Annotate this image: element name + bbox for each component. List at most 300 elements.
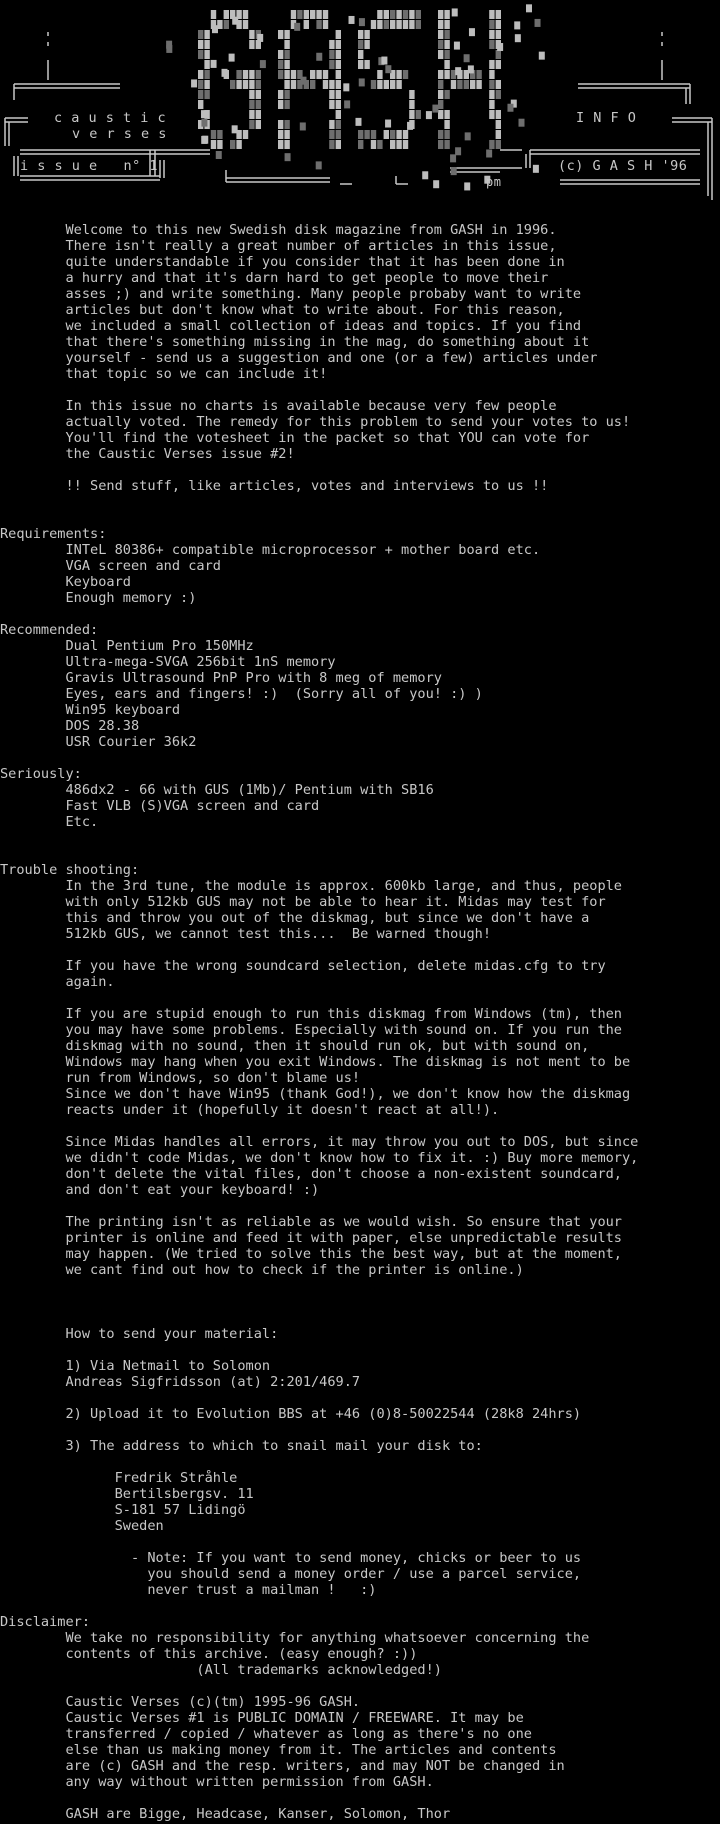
logo-block — [243, 70, 248, 79]
text-line — [0, 510, 720, 526]
logo-block — [358, 130, 363, 139]
logo-block — [284, 100, 289, 109]
text-line — [0, 942, 720, 958]
text-line: (All trademarks acknowledged!) — [0, 1662, 442, 1678]
logo-block — [358, 50, 363, 59]
logo-fragment — [497, 43, 503, 51]
logo-block — [198, 100, 203, 109]
logo-block — [444, 130, 449, 139]
logo-block — [444, 70, 449, 79]
logo-block — [329, 130, 334, 139]
logo-block — [336, 120, 341, 129]
text-line — [0, 1678, 720, 1694]
text-line: you may have some problems. Especially with sound on. If you run the — [0, 1022, 622, 1038]
logo-fragment — [359, 18, 365, 26]
text-line: reacts under it (hopefully it doesn't react at all!). — [0, 1102, 500, 1118]
logo-block — [489, 80, 494, 89]
logo-block — [256, 90, 261, 99]
text-line: The printing isn't as reliable as we would wish. So ensure that your — [0, 1214, 622, 1230]
text-line: Welcome to this new Swedish disk magazine from GASH in 1996. — [0, 222, 557, 238]
text-line: Caustic Verses (c)(tm) 1995-96 GASH. — [0, 1694, 361, 1710]
logo-fragment — [407, 122, 413, 130]
logo-fragment — [422, 171, 428, 179]
logo-block — [211, 140, 216, 149]
logo-block — [496, 90, 501, 99]
logo-block — [236, 80, 241, 89]
logo-block — [371, 140, 376, 149]
logo-fragment — [465, 132, 471, 140]
text-line: you should send a money order / use a parcel service, — [0, 1566, 582, 1582]
text-line: GASH are Bigge, Headcase, Kanser, Solomon, Thor — [0, 1806, 451, 1822]
logo-block — [489, 10, 494, 19]
text-line: we included a small collection of ideas and topics. If you find — [0, 318, 582, 334]
logo-block — [444, 20, 449, 29]
logo-block — [444, 40, 449, 49]
text-line — [0, 1294, 720, 1310]
logo-fragment — [432, 105, 438, 113]
logo-block — [249, 120, 254, 129]
logo-block — [278, 50, 283, 59]
logo-block — [284, 70, 289, 79]
logo-block — [396, 140, 401, 149]
text-line: else than us making money from it. The articles and contents — [0, 1742, 557, 1758]
logo-fragment — [515, 34, 521, 42]
logo-block — [278, 70, 283, 79]
text-line: Fredrik Stråhle — [0, 1470, 238, 1486]
logo-block — [316, 70, 321, 79]
logo-block — [336, 110, 341, 119]
text-line: Andreas Sigfridsson (at) 2:201/469.7 — [0, 1374, 361, 1390]
logo-block — [329, 80, 334, 89]
logo-block — [329, 120, 334, 129]
text-line — [0, 846, 720, 862]
logo-block — [310, 10, 315, 19]
logo-block — [204, 80, 209, 89]
logo-block — [416, 110, 421, 119]
logo-block — [224, 10, 229, 19]
logo-block — [336, 50, 341, 59]
logo-block — [489, 140, 494, 149]
text-line: Caustic Verses #1 is PUBLIC DOMAIN / FREEWARE. It may be — [0, 1710, 524, 1726]
logo-fragment — [212, 25, 218, 33]
logo-block — [336, 100, 341, 109]
logo-block — [457, 80, 462, 89]
logo-block — [438, 10, 443, 19]
logo-block — [438, 130, 443, 139]
logo-block — [236, 140, 241, 149]
text-line — [0, 830, 720, 846]
text-line — [0, 382, 720, 398]
text-line: any way without written permission from GASH. — [0, 1774, 434, 1790]
logo-block — [304, 20, 309, 29]
text-line: USR Courier 36k2 — [0, 734, 197, 750]
logo-block — [377, 10, 382, 19]
logo-block — [204, 60, 209, 69]
logo-block — [358, 60, 363, 69]
logo-fragment — [455, 147, 461, 155]
text-line: We take no responsibility for anything whatsoever concerning the — [0, 1630, 590, 1646]
logo-block — [256, 120, 261, 129]
logo-block — [489, 40, 494, 49]
logo-block — [438, 40, 443, 49]
text-line — [0, 462, 720, 478]
text-line: articles but don't know what to write about. For this reason, — [0, 302, 565, 318]
text-line: this and throw you out of the diskmag, but since we don't have a — [0, 910, 590, 926]
text-line: Enough memory :) — [0, 590, 197, 606]
logo-fragment — [300, 122, 306, 130]
logo-block — [329, 100, 334, 109]
logo-block — [198, 70, 203, 79]
logo-block — [390, 130, 395, 139]
logo-block — [396, 10, 401, 19]
logo-fragment — [452, 8, 458, 16]
logo-block — [476, 80, 481, 89]
logo-fragment — [450, 154, 456, 162]
logo-block — [284, 130, 289, 139]
logo-fragment — [507, 104, 513, 112]
logo-block — [476, 70, 481, 79]
logo-fragment — [451, 167, 457, 175]
logo-block — [297, 10, 302, 19]
logo-block — [416, 10, 421, 19]
logo-fragment — [519, 119, 525, 127]
logo-block — [377, 70, 382, 79]
logo-block — [489, 30, 494, 39]
text-line — [0, 1534, 720, 1550]
text-line: Bertilsbergsv. 11 — [0, 1486, 254, 1502]
logo-block — [390, 20, 395, 29]
logo-fragment — [285, 153, 291, 161]
text-line — [0, 1454, 720, 1470]
logo-fragment — [454, 42, 460, 50]
logo-block — [329, 50, 334, 59]
logo-block — [336, 60, 341, 69]
logo-block — [284, 50, 289, 59]
logo-block — [336, 130, 341, 139]
text-line: Requirements: — [0, 526, 107, 542]
logo-block — [403, 10, 408, 19]
text-line: Ultra-mega-SVGA 256bit 1nS memory — [0, 654, 336, 670]
text-line: S-181 57 Lidingö — [0, 1502, 246, 1518]
logo-block — [438, 50, 443, 59]
text-line: are (c) GASH and the resp. writers, and may NOT be changed in — [0, 1758, 565, 1774]
logo-fragment — [486, 149, 492, 157]
logo-block — [438, 100, 443, 109]
logo-block — [278, 100, 283, 109]
logo-block — [444, 140, 449, 149]
logo-fragment — [216, 151, 222, 159]
text-line: 1) Via Netmail to Solomon — [0, 1358, 271, 1374]
logo-block — [364, 40, 369, 49]
logo-block — [249, 110, 254, 119]
logo-fragment — [385, 120, 391, 128]
logo-block — [496, 60, 501, 69]
logo-block — [403, 70, 408, 79]
logo-block — [489, 90, 494, 99]
logo-block — [444, 90, 449, 99]
logo-block — [496, 80, 501, 89]
logo-block — [390, 10, 395, 19]
logo-fragment — [232, 17, 238, 25]
logo-block — [230, 140, 235, 149]
logo-block — [444, 120, 449, 129]
logo-block — [329, 140, 334, 149]
logo-block — [278, 60, 283, 69]
logo-fragment — [526, 4, 532, 12]
text-line: If you have the wrong soundcard selection, delete midas.cfg to try — [0, 958, 606, 974]
text-line — [0, 1342, 720, 1358]
logo-block — [489, 20, 494, 29]
text-line: with only 512kb GUS may not be able to hear it. Midas may test for — [0, 894, 606, 910]
text-line: 2) Upload it to Evolution BBS at +46 (0)8-50022544 (28k8 24hrs) — [0, 1406, 582, 1422]
text-line: !! Send stuff, like articles, votes and interviews to us !! — [0, 478, 549, 494]
text-line: INTeL 80386+ compatible microprocessor + mother board etc. — [0, 542, 541, 558]
logo-block — [249, 100, 254, 109]
logo-block — [204, 70, 209, 79]
logo-block — [396, 80, 401, 89]
logo-block — [329, 40, 334, 49]
logo-block — [384, 80, 389, 89]
logo-fragment — [257, 34, 263, 42]
logo-block — [243, 10, 248, 19]
text-line: that topic so we can include it! — [0, 366, 328, 382]
logo-block — [316, 20, 321, 29]
logo-block — [243, 130, 248, 139]
logo-block — [316, 10, 321, 19]
logo-block — [284, 60, 289, 69]
logo-fragment — [464, 54, 470, 62]
text-line — [0, 750, 720, 766]
logo-block — [336, 40, 341, 49]
logo-block — [198, 90, 203, 99]
text-line: a hurry and that it's darn hard to get people to move their — [0, 270, 549, 286]
logo-block — [444, 30, 449, 39]
logo-block — [403, 20, 408, 29]
text-line — [0, 1310, 720, 1326]
logo-block — [403, 130, 408, 139]
logo-block — [224, 20, 229, 29]
logo-block — [390, 140, 395, 149]
logo-fragment — [433, 180, 439, 188]
text-line: - Note: If you want to send money, chicks or beer to us — [0, 1550, 582, 1566]
text-line: Fast VLB (S)VGA screen and card — [0, 798, 320, 814]
logo-block — [489, 100, 494, 109]
logo-block — [390, 80, 395, 89]
logo-block — [323, 70, 328, 79]
text-line: In this issue no charts is available because very few people — [0, 398, 557, 414]
logo-block — [198, 40, 203, 49]
text-line: asses ;) and write something. Many people probaby want to write — [0, 286, 582, 302]
logo-block — [364, 30, 369, 39]
logo-block — [409, 100, 414, 109]
text-line: yourself - send us a suggestion and one (or a few) articles under — [0, 350, 598, 366]
logo-fragment — [294, 23, 300, 31]
logo-block — [409, 10, 414, 19]
logo-block — [371, 20, 376, 29]
logo-fragment — [539, 52, 545, 60]
logo-block — [416, 20, 421, 29]
logo-block — [384, 130, 389, 139]
logo-block — [204, 90, 209, 99]
logo-fragment — [191, 79, 197, 87]
logo-block — [230, 80, 235, 89]
logo-block — [384, 20, 389, 29]
logo-fragment — [469, 28, 475, 36]
logo-fragment — [355, 118, 361, 126]
logo-block — [358, 30, 363, 39]
logo-fragment — [514, 21, 520, 29]
text-line: Windows may hang when you exit Windows. The diskmag is not ment to be — [0, 1054, 631, 1070]
logo-block — [284, 80, 289, 89]
logo-block — [496, 130, 501, 139]
logo-block — [470, 80, 475, 89]
logo-block — [278, 130, 283, 139]
text-line — [0, 1118, 720, 1134]
logo-block — [211, 130, 216, 139]
logo-block — [336, 90, 341, 99]
logo-fragment — [201, 119, 207, 127]
logo-block — [489, 110, 494, 119]
logo-block — [256, 80, 261, 89]
logo-block — [249, 80, 254, 89]
logo-block — [236, 70, 241, 79]
article-body — [0, 222, 720, 1822]
logo-block — [444, 60, 449, 69]
logo-fragment — [201, 110, 207, 118]
logo-fragment — [349, 16, 355, 24]
logo-block — [358, 140, 363, 149]
logo-block — [444, 50, 449, 59]
text-line: quite understandable if you consider that it has been done in — [0, 254, 565, 270]
text-line: In the 3rd tune, the module is approx. 600kb large, and thus, people — [0, 878, 622, 894]
logo-block — [204, 50, 209, 59]
text-line: that there's something missing in the mag, do something about it — [0, 334, 590, 350]
magazine-name-line2: v e r s e s — [72, 126, 167, 142]
text-line — [0, 1422, 720, 1438]
text-line: Win95 keyboard — [0, 702, 181, 718]
logo-block — [409, 90, 414, 99]
logo-block — [304, 10, 309, 19]
logo-block — [217, 140, 222, 149]
text-line: Since we don't have Win95 (thank God!), we don't know how the diskmag — [0, 1086, 631, 1102]
text-line — [0, 1198, 720, 1214]
logo-fragment — [385, 65, 391, 73]
logo-block — [329, 90, 334, 99]
logo-block — [284, 30, 289, 39]
text-line: Eyes, ears and fingers! :) (Sorry all of you! :) ) — [0, 686, 483, 702]
logo-block — [438, 30, 443, 39]
logo-block — [371, 80, 376, 89]
logo-block — [336, 70, 341, 79]
logo-block — [438, 140, 443, 149]
logo-fragment — [211, 60, 217, 68]
text-line — [0, 990, 720, 1006]
logo-block — [217, 20, 222, 29]
logo-fragment — [533, 165, 539, 173]
logo-block — [336, 30, 341, 39]
logo-block — [496, 10, 501, 19]
logo-fragment — [426, 111, 432, 119]
text-line: actually voted. The remedy for this problem to send your votes to us! — [0, 414, 631, 430]
text-line: don't delete the vital files, don't choose a non-existent soundcard, — [0, 1166, 622, 1182]
logo-block — [291, 70, 296, 79]
logo-block — [204, 40, 209, 49]
logo-block — [284, 40, 289, 49]
text-line — [0, 494, 720, 510]
text-line: Keyboard — [0, 574, 131, 590]
section-title: I N F O — [576, 110, 637, 126]
logo-block — [438, 20, 443, 29]
logo-block — [396, 20, 401, 29]
issue-number: i s s u e n° 1 — [20, 158, 159, 174]
text-line: 3) The address to which to snail mail your disk to: — [0, 1438, 483, 1454]
logo-block — [438, 70, 443, 79]
text-line — [0, 1790, 720, 1806]
logo-block — [464, 80, 469, 89]
logo-block — [496, 110, 501, 119]
magazine-header — [0, 0, 720, 200]
text-line: If you are stupid enough to run this diskmag from Windows (tm), then — [0, 1006, 622, 1022]
logo-block — [256, 70, 261, 79]
logo-block — [310, 70, 315, 79]
copyright-label: (c) G A S H '96 — [558, 158, 688, 174]
logo-fragment — [260, 60, 266, 68]
logo-block — [291, 80, 296, 89]
logo-block — [496, 140, 501, 149]
pm-tag: pm — [486, 175, 502, 189]
logo-block — [403, 140, 408, 149]
logo-block — [438, 90, 443, 99]
text-line — [0, 606, 720, 622]
logo-block — [204, 30, 209, 39]
logo-fragment — [455, 67, 461, 75]
logo-block — [278, 120, 283, 129]
logo-block — [409, 110, 414, 119]
logo-fragment — [316, 161, 322, 169]
text-line: Gravis Ultrasound PnP Pro with 8 meg of memory — [0, 670, 442, 686]
logo-fragment — [316, 53, 322, 61]
logo-fragment — [381, 57, 387, 65]
logo-block — [256, 100, 261, 109]
logo-block — [323, 80, 328, 89]
logo-block — [451, 80, 456, 89]
logo-block — [489, 60, 494, 69]
logo-block — [198, 30, 203, 39]
logo-block — [243, 80, 248, 89]
text-line: 512kb GUS, we cannot test this... Be warned though! — [0, 926, 492, 942]
logo-block — [496, 20, 501, 29]
text-line — [0, 1390, 720, 1406]
text-line — [0, 1598, 720, 1614]
logo-block — [496, 120, 501, 129]
logo-fragment — [222, 69, 228, 77]
text-line: DOS 28.38 — [0, 718, 140, 734]
text-line: printer is online and feed it with paper, else unpredictable results — [0, 1230, 622, 1246]
logo-block — [256, 110, 261, 119]
logo-fragment — [232, 125, 238, 133]
text-line: diskmag with no sound, then it should run ok, but with sound on, — [0, 1038, 590, 1054]
text-line: Disclaimer: — [0, 1614, 91, 1630]
logo-fragment — [535, 19, 541, 27]
text-line: run from Windows, so don't blame us! — [0, 1070, 361, 1086]
logo-fragment — [464, 182, 470, 190]
text-line: transferred / copied / whatever as long as there's no one — [0, 1726, 532, 1742]
text-line: Since Midas handles all errors, it may throw you out to DOS, but since — [0, 1134, 639, 1150]
logo-block — [211, 10, 216, 19]
text-line: How to send your material: — [0, 1326, 279, 1342]
logo-block — [198, 50, 203, 59]
text-line: the Caustic Verses issue #2! — [0, 446, 295, 462]
